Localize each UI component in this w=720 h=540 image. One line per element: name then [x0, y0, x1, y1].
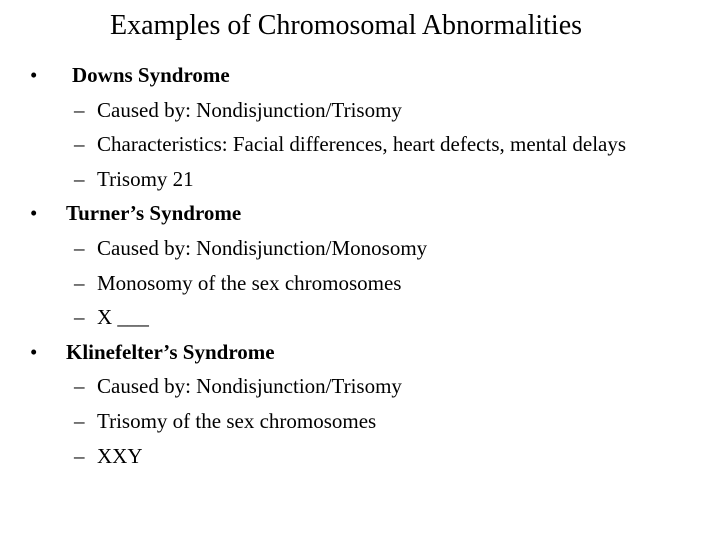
sub-item-text: Monosomy of the sex chromosomes — [97, 270, 402, 295]
sub-item — [0, 439, 720, 474]
sub-list — [0, 231, 720, 335]
sub-item — [0, 300, 720, 335]
sub-item-text: Characteristics: Facial differences, heart defects, mental delays — [97, 132, 627, 157]
bullet-heading: Klinefelter’s Syndrome — [66, 339, 275, 364]
bullet-item — [0, 335, 720, 473]
dash-icon: – — [74, 166, 85, 191]
dash-icon: – — [74, 305, 85, 330]
bullet-icon: • — [30, 201, 38, 226]
sub-item — [0, 369, 720, 404]
slide-title: Examples of Chromosomal Abnormalities — [109, 10, 583, 41]
sub-item — [0, 127, 720, 162]
dash-icon: – — [74, 97, 85, 122]
sub-list — [0, 369, 720, 473]
sub-item — [0, 231, 720, 266]
dash-icon: – — [74, 408, 85, 433]
bullet-icon: • — [30, 339, 38, 364]
sub-list — [0, 93, 720, 197]
sub-item — [0, 162, 720, 197]
sub-item-text: Caused by: Nondisjunction/Trisomy — [97, 374, 402, 399]
dash-icon: – — [74, 270, 85, 295]
dash-icon: – — [74, 132, 85, 157]
sub-item-text: X ___ — [97, 305, 149, 330]
sub-item-text: Caused by: Nondisjunction/Trisomy — [97, 97, 402, 122]
sub-item — [0, 266, 720, 301]
sub-item-text: Caused by: Nondisjunction/Monosomy — [97, 235, 428, 260]
dash-icon: – — [74, 443, 85, 468]
dash-icon: – — [74, 235, 85, 260]
bullet-heading: Turner’s Syndrome — [66, 201, 242, 226]
sub-item — [0, 404, 720, 439]
bullet-icon: • — [30, 63, 38, 87]
sub-item-text: Trisomy 21 — [97, 166, 194, 191]
bullet-item — [0, 196, 720, 334]
bullet-list — [0, 58, 720, 473]
sub-item — [0, 93, 720, 128]
bullet-item — [0, 58, 720, 196]
bullet-heading: Downs Syndrome — [72, 63, 230, 87]
dash-icon: – — [74, 374, 85, 399]
sub-item-text: Trisomy of the sex chromosomes — [97, 408, 377, 433]
sub-item-text: XXY — [97, 443, 143, 468]
